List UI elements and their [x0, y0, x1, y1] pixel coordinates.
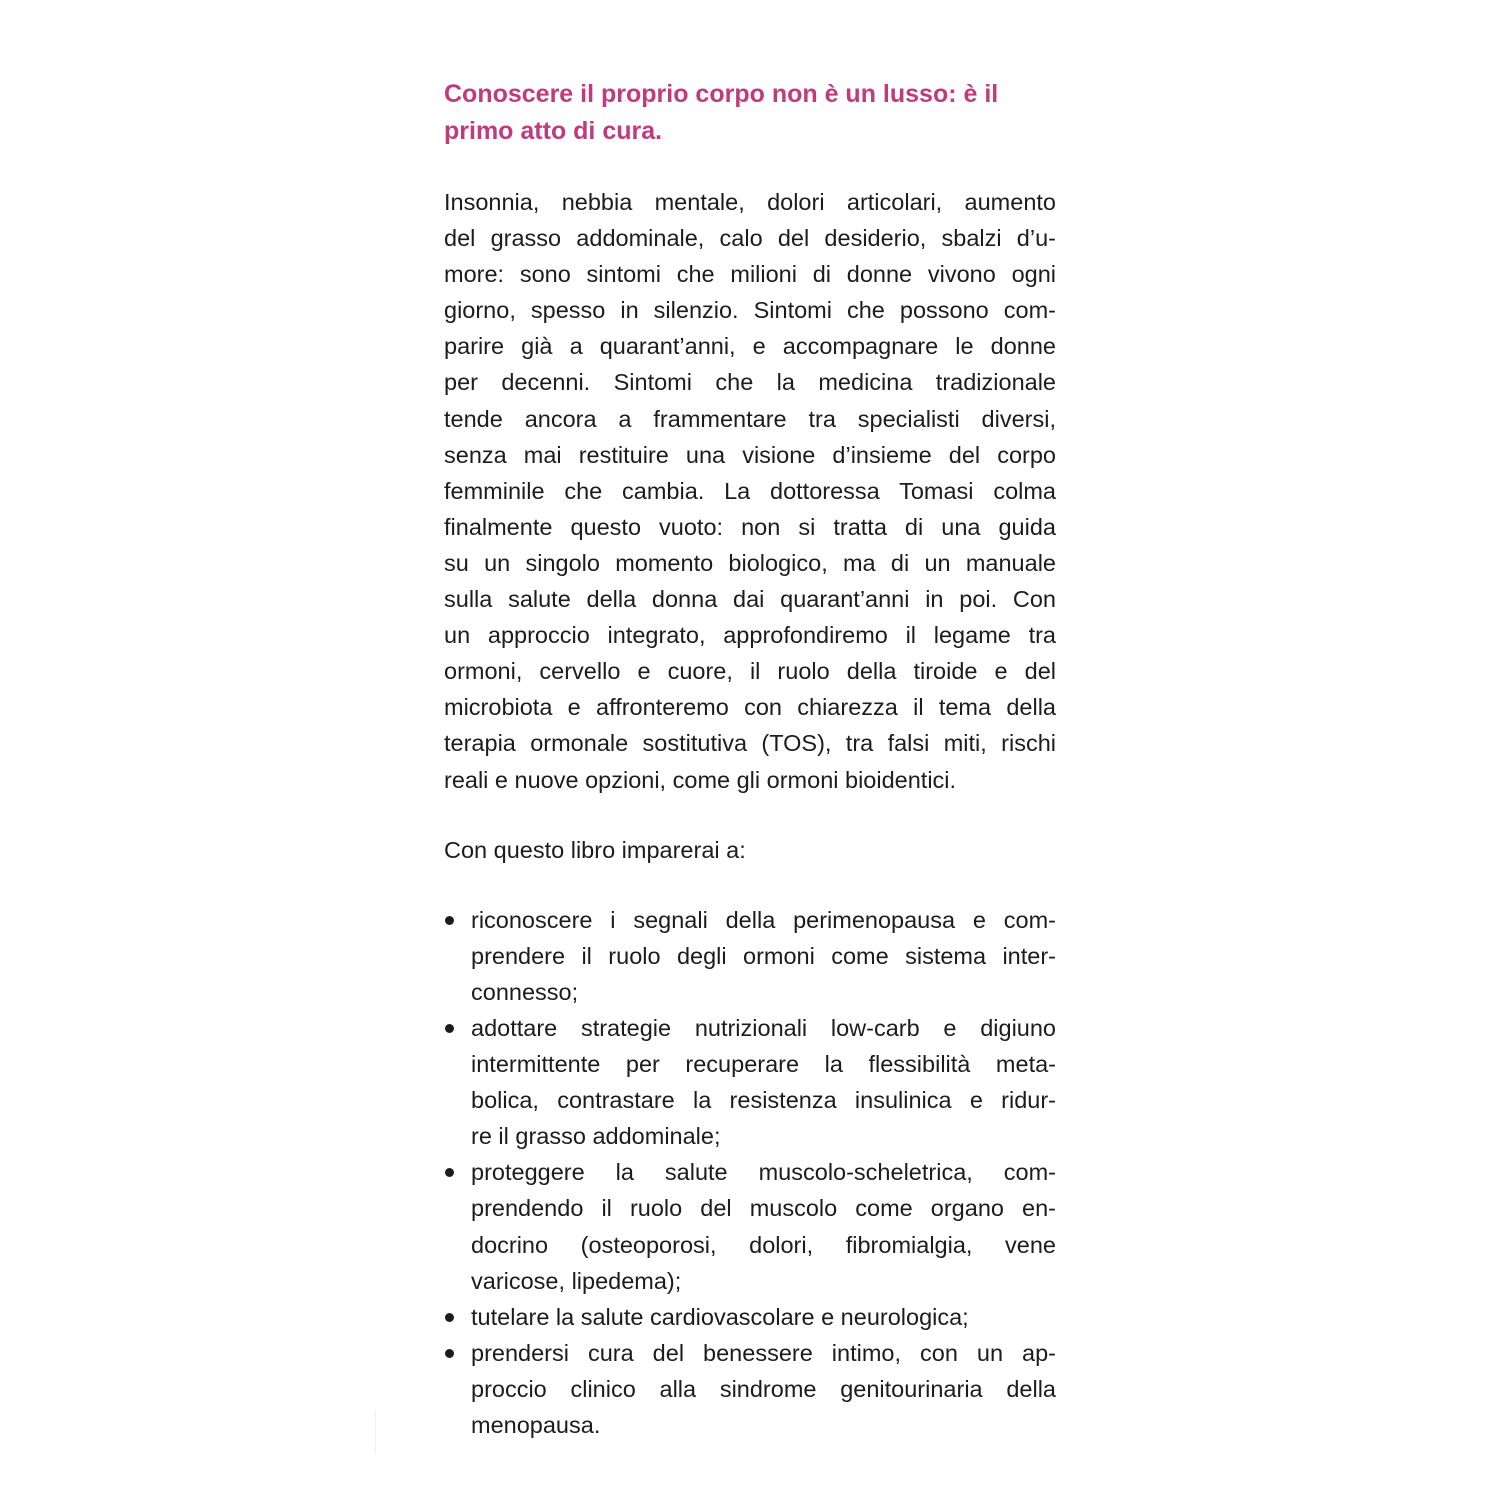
paragraph-line: terapia ormonale sostitutiva (TOS), tra falsi miti, rischi [444, 730, 1056, 757]
list-item-line: proccio clinico alla sindrome genitourinaria della [471, 1375, 1056, 1402]
paragraph-line: femminile che cambia. La dottoressa Tomasi colma [444, 477, 1056, 504]
list-item-line: proteggere la salute muscolo-scheletrica, com- [471, 1159, 1056, 1186]
list-item-line: adottare strategie nutrizionali low-carb e digiuno [471, 1014, 1056, 1041]
paragraph-line: su un singolo momento biologico, ma di un manuale [444, 549, 1056, 576]
paragraph-line: reali e nuove opzioni, come gli ormoni bioidentici. [444, 766, 957, 793]
list-item-line: intermittente per recuperare la flessibilità meta- [471, 1051, 1056, 1078]
list-item-line: tutelare la salute cardiovascolare e neurologica; [471, 1303, 969, 1330]
paragraph-line: parire già a quarant’anni, e accompagnare le donne [444, 333, 1056, 360]
list-item [444, 1010, 1056, 1154]
bullet-icon [445, 1168, 454, 1177]
paragraph-line: sulla salute della donna dai quarant’anni in poi. Con [444, 586, 1056, 613]
list-item-line: connesso; [471, 978, 579, 1005]
heading-line: primo atto di cura. [444, 117, 663, 145]
paragraph-line: more: sono sintomi che milioni di donne vivono ogni [444, 261, 1056, 288]
list-item [444, 1299, 1056, 1335]
paragraph-line: per decenni. Sintomi che la medicina tradizionale [444, 369, 1056, 396]
bullet-icon [445, 1313, 454, 1322]
paragraph-line: finalmente questo vuoto: non si tratta di una guida [444, 513, 1056, 540]
list-item [444, 1335, 1056, 1443]
paragraph-line: un approccio integrato, approfondiremo il legame tra [444, 622, 1056, 649]
list-item [444, 1154, 1056, 1298]
paragraph-line: senza mai restituire una visione d’insieme del corpo [444, 441, 1056, 468]
list-item-line: bolica, contrastare la resistenza insulinica e ridur- [471, 1087, 1056, 1114]
list-item-line: varicose, lipedema); [471, 1267, 682, 1294]
book-description [444, 76, 1056, 1443]
benefits-list [444, 902, 1056, 1443]
list-item-line: menopausa. [471, 1412, 601, 1438]
heading-line: Conoscere il proprio corpo non è un lusso: è il [444, 80, 999, 108]
paragraph-line: del grasso addominale, calo del desiderio, sbalzi d’u- [444, 225, 1056, 252]
list-lead: Con questo libro imparerai a: [444, 836, 746, 863]
bullet-icon [445, 1349, 454, 1358]
list-item [444, 902, 1056, 1010]
paragraph-line: microbiota e affronteremo con chiarezza il tema della [444, 694, 1056, 721]
heading [444, 76, 1056, 150]
bullet-icon [445, 1024, 454, 1033]
list-item-line: re il grasso addominale; [471, 1123, 721, 1150]
list-item-line: docrino (osteoporosi, dolori, fibromialgia, vene [471, 1231, 1056, 1258]
paragraph-line: tende ancora a frammentare tra specialisti diversi, [444, 405, 1056, 432]
paragraph-line: giorno, spesso in silenzio. Sintomi che possono com- [444, 297, 1056, 324]
paragraph-line: ormoni, cervello e cuore, il ruolo della tiroide e del [444, 658, 1056, 685]
list-item-line: riconoscere i segnali della perimenopausa e com- [471, 906, 1056, 933]
bullet-icon [445, 916, 454, 925]
list-item-line: prendersi cura del benessere intimo, con un ap- [471, 1339, 1056, 1366]
list-item-line: prendere il ruolo degli ormoni come sistema inter- [471, 942, 1056, 969]
list-item-line: prendendo il ruolo del muscolo come organo en- [471, 1195, 1056, 1222]
page-edge-mark [375, 1410, 376, 1454]
intro-paragraph [444, 184, 1056, 798]
paragraph-line: Insonnia, nebbia mentale, dolori articolari, aumento [444, 189, 1056, 215]
